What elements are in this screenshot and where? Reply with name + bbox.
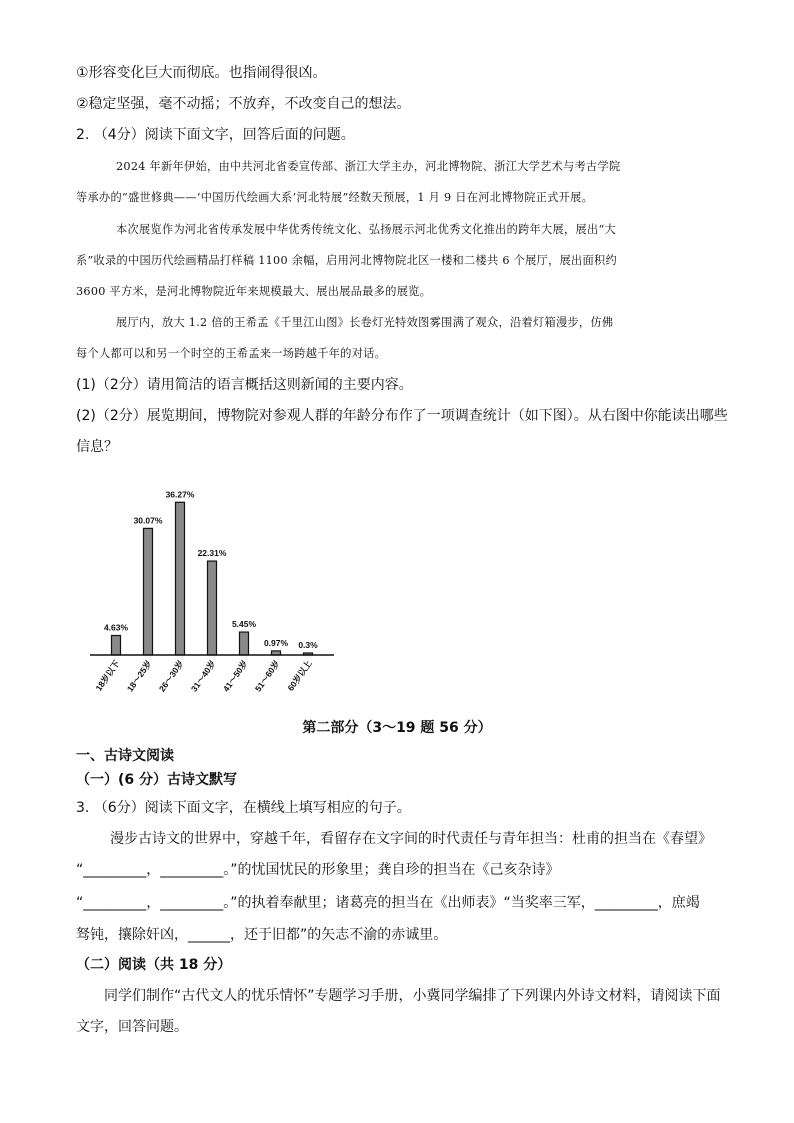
passage-line: 系”收录的中国历代绘画精品打样稿 1100 余幅，启用河北博物院北区一楼和二楼共 6 个展厅，展出面积约: [76, 254, 618, 267]
data-label: 4.63%: [103, 622, 129, 633]
data-label: 5.45%: [231, 619, 257, 630]
age-distribution-chart: [84, 478, 344, 708]
note-1: ①形容变化巨大而彻底。也指闹得很凶。: [76, 65, 327, 81]
data-label: 30.07%: [133, 515, 163, 526]
passage-line: 本次展览作为河北省传承发展中华优秀传统文化、弘扬展示河北优秀文化推出的跨年大展，展出“大: [116, 223, 616, 236]
x-tick-label: 51～60岁: [252, 658, 282, 694]
x-tick-label: 18～25岁: [124, 658, 154, 694]
question-3-line: “_________，_________。”的忧国忧民的形象里；龚自珍的担当在《己亥杂诗》: [76, 862, 560, 878]
question-3-line: 驽钝，攘除奸凶，______，还于旧都”的矢志不渝的赤诚里。: [76, 927, 448, 943]
x-tick-label: 60岁以上: [285, 658, 314, 693]
sub-question-2: (2)（2分）展览期间，博物院对参观人群的年龄分布作了一项调查统计（如下图）。从右图中你能读出哪些: [76, 408, 728, 424]
reading-intro-line: 文字，回答问题。: [76, 1019, 188, 1035]
reading-intro-line: 同学们制作“古代文人的忧乐情怀”专题学习手册，小冀同学编排了下列课内外诗文材料，请阅读下面: [104, 988, 721, 1004]
question-3-line: “_________，_________。”的执着奉献里；诸葛亮的担当在《出师表》“当奖率三军，_________，庶竭: [76, 895, 700, 911]
passage-line: 展厅内，放大 1.2 倍的王希孟《千里江山图》长卷灯光特效图雾围满了观众，沿着灯箱漫步，仿佛: [116, 316, 614, 329]
part-two-title: 第二部分（3～19 题 56 分）: [302, 720, 492, 736]
section-title: 一、古诗文阅读: [76, 748, 174, 764]
sub-question-2-cont: 信息？: [76, 439, 118, 455]
x-tick-label: 18岁以下: [93, 658, 122, 693]
chart-bar: [144, 528, 153, 655]
passage-line: 3600 平方米，是河北博物院近年来规模最大、展出展品最多的展览。: [76, 285, 432, 298]
passage-line: 2024 年新年伊始，由中共河北省委宣传部、浙江大学主办，河北博物院、浙江大学艺术与考古学院: [116, 160, 621, 173]
data-label: 36.27%: [165, 489, 195, 500]
passage-line: 等承办的“盛世修典——‘中国历代绘画大系’河北特展”经数天预展，1 月 9 日在河北博物院正式开展。: [76, 191, 594, 204]
note-2: ②稳定坚强，毫不动摇；不放弃，不改变自己的想法。: [76, 96, 411, 112]
subsection-title: （一）(6 分）古诗文默写: [76, 772, 238, 788]
question-3-line: 漫步古诗文的世界中，穿越千年，看留存在文字间的时代责任与青年担当：杜甫的担当在《春望》: [110, 831, 712, 847]
x-tick-label: 31～40岁: [188, 658, 218, 694]
passage-line: 每个人都可以和另一个时空的王希孟来一场跨越千年的对话。: [76, 347, 387, 360]
tick-label-group: [93, 658, 314, 694]
x-tick-label: 26～30岁: [156, 658, 186, 694]
chart-bar: [208, 561, 217, 655]
chart-bar: [112, 636, 121, 655]
sub-question-1: (1)（2分）请用简洁的语言概括这则新闻的主要内容。: [76, 377, 413, 393]
subsection-title: （二）阅读（共 18 分）: [76, 957, 232, 973]
chart-bar: [176, 502, 185, 655]
data-label: 0.97%: [263, 637, 289, 648]
data-label: 22.31%: [197, 548, 227, 559]
x-tick-label: 41～50岁: [220, 658, 250, 694]
chart-bar: [240, 632, 249, 655]
data-label: 0.3%: [298, 640, 318, 650]
question-2-heading: 2. （4分）阅读下面文字，回答后面的问题。: [76, 127, 355, 143]
question-3-heading: 3. （6分）阅读下面文字，在横线上填写相应的句子。: [76, 800, 411, 816]
